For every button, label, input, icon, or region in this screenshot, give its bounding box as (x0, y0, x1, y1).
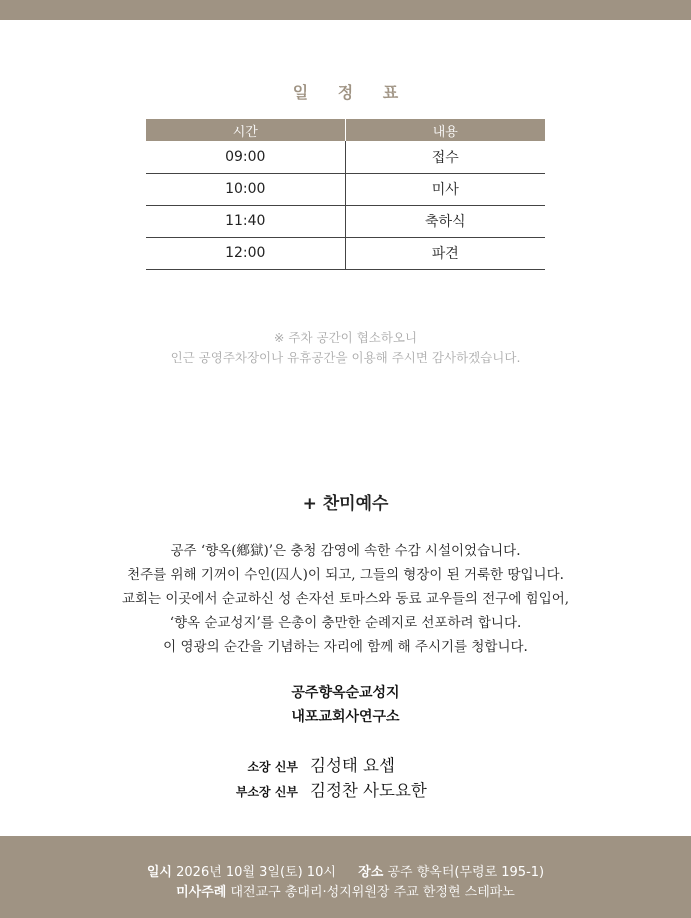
schedule-header-time: 시간 (146, 119, 345, 141)
section-heading: + 찬미예수 (302, 494, 389, 514)
paragraph-line: 천주를 위해 기꺼이 수인(囚人)이 되고, 그들의 형장이 된 거룩한 땅입니다. (127, 567, 564, 583)
schedule-header-content: 내용 (345, 119, 545, 141)
invitation-paragraph (0, 539, 691, 659)
footer-date-label: 일시 (146, 865, 172, 880)
signature-director (0, 752, 691, 776)
paragraph-line: 공주 ‘향옥(鄕獄)’은 충청 감영에 속한 수감 시설이었습니다. (170, 543, 521, 559)
schedule-time-cell: 09:00 (146, 141, 345, 173)
parking-notice-line: ※ 주차 공간이 협소하오니 (273, 330, 418, 345)
schedule-table (146, 119, 545, 270)
host-organizations (0, 681, 691, 729)
paragraph-line: 교회는 이곳에서 순교하신 성 손자선 토마스와 동료 교우들의 전구에 힘입어, (121, 591, 570, 607)
schedule-content-cell: 파견 (345, 237, 545, 269)
footer-celebrant-value: 대전교구 총대리·성지위원장 주교 한정현 스테파노 (230, 885, 515, 900)
signature-role: 부소장 신부 (235, 785, 298, 799)
organization-name: 공주향옥순교성지 (291, 685, 400, 701)
signature-role: 소장 신부 (247, 760, 298, 774)
schedule-time-cell: 12:00 (146, 237, 345, 269)
signature-name: 김정찬 사도요한 (310, 781, 427, 800)
schedule-content-cell: 접수 (345, 141, 545, 173)
footer-celebrant-line (0, 881, 691, 900)
schedule-title: 일 정 표 (292, 83, 411, 102)
paragraph-line: ‘향옥 순교성지’를 은총이 충만한 순례지로 선포하려 합니다. (169, 615, 522, 631)
table-row (146, 141, 545, 173)
paragraph-line: 이 영광의 순간을 기념하는 자리에 함께 해 주시기를 청합니다. (163, 639, 528, 655)
footer-place-label: 장소 (358, 865, 384, 880)
organization-name: 내포교회사연구소 (291, 709, 400, 725)
schedule-content-cell: 미사 (345, 173, 545, 205)
table-row (146, 237, 545, 269)
schedule-time-cell: 11:40 (146, 205, 345, 237)
parking-notice (0, 328, 691, 368)
table-row (146, 173, 545, 205)
event-info-footer (0, 836, 691, 918)
footer-date-value: 2026년 10월 3일(토) 10시 (176, 865, 336, 880)
signature-vice-director (0, 777, 691, 801)
table-row (146, 205, 545, 237)
schedule-time-cell: 10:00 (146, 173, 345, 205)
top-accent-bar (0, 0, 691, 20)
footer-celebrant-label: 미사주례 (176, 885, 227, 900)
schedule-header-row (146, 119, 545, 141)
footer-place-value: 공주 향옥터(무령로 195-1) (387, 865, 545, 880)
parking-notice-line: 인근 공영주차장이나 유휴공간을 이용해 주시면 감사하겠습니다. (170, 350, 521, 365)
footer-date-place-line (0, 861, 691, 880)
signature-name: 김성태 요셉 (310, 756, 395, 775)
schedule-content-cell: 축하식 (345, 205, 545, 237)
